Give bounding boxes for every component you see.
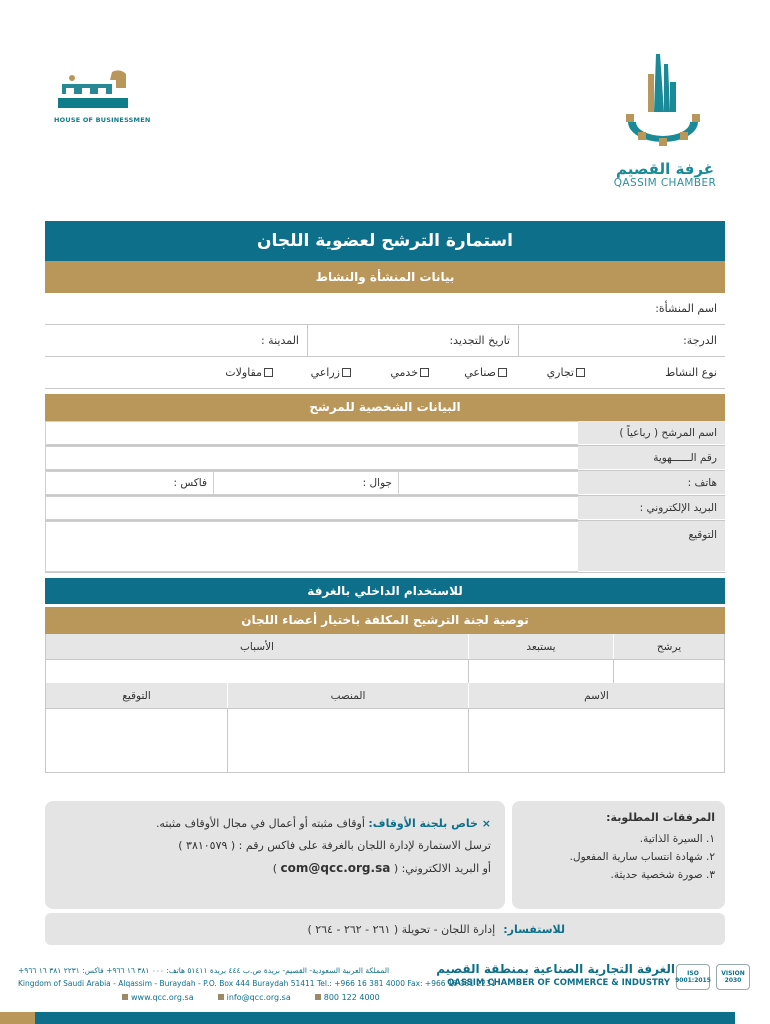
mail-icon — [218, 994, 224, 1000]
house-of-businessmen-logo — [52, 66, 151, 126]
facility-name-field[interactable] — [45, 293, 647, 324]
email-link[interactable]: com@qcc.org.sa — [280, 861, 391, 875]
waqf-committee-box — [45, 801, 505, 909]
section-personal-header: البيانات الشخصية للمرشح — [45, 394, 725, 421]
email-text: info@qcc.org.sa — [226, 993, 291, 1002]
inquiry-text: إدارة اللجان - تحويلة ( ٢٦١ - ٢٦٢ - ٢٦٤ ) — [307, 922, 496, 936]
email-prefix: أو البريد الالكتروني: ( — [393, 862, 491, 875]
col-reasons: الأسباب — [46, 634, 468, 659]
internal-use-header: للاستخدام الداخلي بالغرفة — [45, 578, 725, 604]
signature-row — [45, 521, 725, 573]
divider — [307, 325, 308, 356]
activity-option-label: صناعي — [464, 366, 496, 379]
divider — [518, 325, 519, 356]
position-cell[interactable] — [227, 708, 468, 772]
checkbox[interactable] — [498, 368, 507, 377]
fax-instruction: ترسل الاستمارة لإدارة اللجان بالغرفة على فاكس رقم : ( ٣٨١٠٥٧٩ ) — [178, 839, 491, 852]
footer-strip-gold — [0, 1012, 35, 1024]
activity-option-label: خدمي — [390, 366, 418, 379]
col-position: المنصب — [227, 683, 468, 708]
footer-english-name: QASSIM CHAMBER OF COMMERCE & INDUSTRY — [447, 978, 670, 988]
phone-link[interactable] — [315, 993, 380, 1002]
attachments-title: المرفقات المطلوبة: — [606, 811, 715, 824]
city-label: المدينة : — [260, 334, 299, 347]
email-link[interactable] — [218, 993, 291, 1002]
section-facility-header: بيانات المنشأة والنشاط — [45, 261, 725, 293]
id-field[interactable] — [45, 446, 578, 470]
attachment-item: ١. السيرة الذاتية. — [639, 833, 715, 845]
inquiry-box — [45, 913, 725, 945]
grade-field[interactable] — [519, 325, 725, 356]
nominate-cell[interactable] — [613, 659, 724, 683]
qc-arabic-name: غرفة القصيم — [616, 160, 714, 178]
contact-fields — [45, 471, 578, 495]
renewal-label: تاريخ التجديد: — [449, 334, 510, 347]
activity-option-agricultural[interactable] — [273, 366, 351, 379]
email-row — [45, 496, 725, 521]
vision-2030-badge: VISION 2030 — [716, 964, 750, 990]
email-suffix: ) — [272, 862, 278, 875]
footer-links — [122, 993, 380, 1002]
col-signature: التوقيع — [46, 683, 227, 708]
signature-field[interactable] — [45, 521, 578, 572]
activity-row — [45, 357, 725, 389]
inquiry-label: للاستفسار: — [503, 922, 565, 936]
iso-badge: ISO 9001:2015 — [676, 964, 710, 990]
footer — [0, 958, 770, 1024]
globe-icon — [122, 994, 128, 1000]
qassim-chamber-logo — [606, 52, 724, 192]
phone-icon — [315, 994, 321, 1000]
facility-name-label: اسم المنشأة: — [655, 302, 717, 315]
signature-label: التوقيع — [578, 521, 725, 572]
table-header-row — [46, 683, 724, 708]
fax-field[interactable] — [46, 472, 213, 494]
id-label: رقم الــــــهوية — [578, 446, 725, 470]
recommendation-table — [45, 634, 725, 773]
activity-label: نوع النشاط — [665, 366, 717, 379]
website-text: www.qcc.org.sa — [131, 993, 194, 1002]
reasons-cell[interactable] — [46, 659, 468, 683]
activity-option-industrial[interactable] — [429, 366, 507, 379]
activity-option-commercial[interactable] — [507, 366, 585, 379]
phone-text: 800 122 4000 — [323, 993, 380, 1002]
attachments-box — [512, 801, 725, 909]
col-exclude: يستبعد — [468, 634, 613, 659]
waqf-title: × خاص بلجنة الأوقاف: — [368, 817, 491, 830]
candidate-name-row — [45, 421, 725, 446]
checkbox[interactable] — [264, 368, 273, 377]
id-row — [45, 446, 725, 471]
website-link[interactable] — [122, 993, 194, 1002]
committee-nomination-form — [45, 221, 725, 773]
qassim-chamber-emblem-icon — [608, 52, 718, 162]
waqf-text: أوقاف مثبته أو أعمال في مجال الأوقاف مثبته. — [155, 817, 365, 830]
footer-strip-blue — [35, 1012, 735, 1024]
grade-label: الدرجة: — [683, 334, 717, 347]
checkbox[interactable] — [576, 368, 585, 377]
waqf-line — [59, 817, 491, 830]
checkbox[interactable] — [420, 368, 429, 377]
activity-option-label: زراعي — [310, 366, 340, 379]
exclude-cell[interactable] — [468, 659, 613, 683]
mobile-field[interactable] — [213, 472, 398, 494]
email-instruction — [59, 861, 491, 875]
mobile-label: جوال : — [362, 477, 392, 489]
email-field[interactable] — [45, 496, 578, 520]
recommendation-header: توصية لجنة الترشيح المكلفة باختيار أعضاء اللجان — [45, 607, 725, 634]
phone-field[interactable] — [398, 472, 578, 494]
signature-cell[interactable] — [46, 708, 227, 772]
facility-name-row — [45, 293, 725, 325]
city-field[interactable] — [45, 325, 307, 356]
renewal-date-field[interactable] — [308, 325, 518, 356]
name-cell[interactable] — [468, 708, 724, 772]
footer-badges — [676, 964, 750, 990]
checkbox[interactable] — [342, 368, 351, 377]
table-header-row — [46, 634, 724, 659]
phone-label: هاتف : — [578, 471, 725, 495]
activity-option-contracting[interactable] — [195, 366, 273, 379]
fax-label: فاكس : — [173, 477, 207, 489]
activity-option-services[interactable] — [351, 366, 429, 379]
footer-address-arabic: المملكة العربية السعودية- القصيم- بريدة ص.ب ٤٤٤ بريدة ٥١٤١١ هاتف: ٠٠٠ ٣٨١ ١٦ ٩٦٦+ فاكس: ٢٢٣١ ٣٨١ ١٦ ٩٦٦+ — [18, 966, 390, 975]
qc-english-name: QASSIM CHAMBER — [613, 177, 717, 189]
hob-logo-icon — [52, 66, 134, 116]
activity-options — [45, 357, 655, 388]
email-label: البريد الإلكتروني : — [578, 496, 725, 520]
candidate-name-label: اسم المرشح ( رباعياً ) — [578, 421, 725, 445]
candidate-name-field[interactable] — [45, 421, 578, 445]
table-row — [46, 659, 724, 683]
grade-row — [45, 325, 725, 357]
attachment-item: ٢. شهادة انتساب سارية المفعول. — [569, 851, 715, 863]
form-title: استمارة الترشح لعضوية اللجان — [45, 221, 725, 261]
activity-option-label: مقاولات — [225, 366, 262, 379]
col-name: الاسم — [468, 683, 724, 708]
footer-arabic-name: الغرفة التجارية الصناعية بمنطقة القصيم — [436, 962, 675, 976]
hob-caption: HOUSE OF BUSINESSMEN — [54, 116, 151, 124]
col-nominate: يرشح — [613, 634, 724, 659]
contact-row — [45, 471, 725, 496]
attachment-item: ٣. صورة شخصية حديثة. — [610, 869, 715, 881]
activity-option-label: تجاري — [546, 366, 574, 379]
table-row — [46, 708, 724, 772]
footer-address-english: Kingdom of Saudi Arabia - Alqassim - Buraydah - P.O. Box 444 Buraydah 51411 Tel.: +966 16 381 4000 Fax: +966 16 381 2231 — [18, 979, 496, 988]
